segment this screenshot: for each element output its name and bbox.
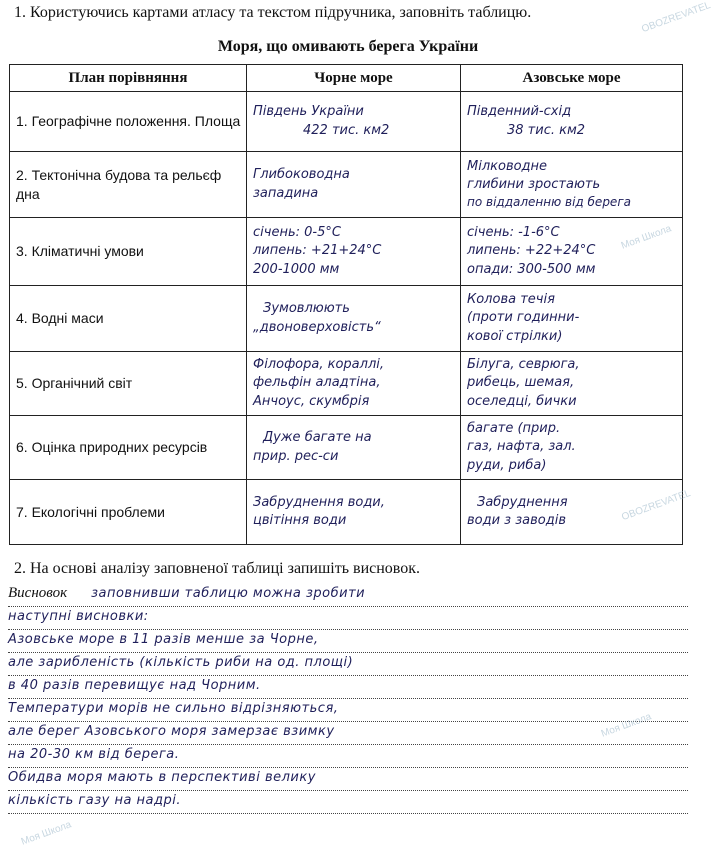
conclusion-line (8, 699, 688, 722)
black-sea-cell (247, 416, 461, 480)
handwritten-line: в 40 разів перевищує над Чорним. (8, 678, 261, 693)
handwritten-line: наступні висновки: (8, 609, 149, 624)
azov-sea-cell (461, 352, 683, 416)
azov-sea-cell (461, 416, 683, 480)
azov-sea-cell (461, 152, 683, 218)
watermark: OBOZREVATEL (640, 0, 712, 36)
handwritten-line: Температури морів не сильно відрізняються, (8, 701, 339, 716)
handwritten-line: 38 тис. км2 (507, 122, 586, 138)
handwritten-line: кількість газу на надрі. (8, 793, 181, 808)
criterion-cell: 6. Оцінка природних ресурсів (10, 416, 247, 480)
criterion-cell: 3. Кліматичні умови (10, 218, 247, 286)
table-row (10, 92, 683, 152)
conclusion-label: Висновок (8, 585, 68, 601)
handwritten-line: Мілководне (467, 158, 548, 174)
conclusion-line (8, 676, 688, 699)
handwritten-line: цвітіння води (253, 513, 347, 528)
handwritten-line: але зарибленість (кількість риби на од. площі) (8, 655, 354, 670)
conclusion-line (8, 745, 688, 768)
conclusion-line (8, 791, 688, 814)
handwritten-line: Філофора, кораллі, (253, 357, 385, 373)
azov-sea-cell (461, 286, 683, 352)
handwritten-line: западина (253, 185, 319, 201)
table-header-row (10, 65, 683, 92)
handwritten-line: Забруднення (477, 494, 568, 510)
handwritten-line: на 20-30 км від берега. (8, 747, 180, 762)
handwritten-line: 200-1000 мм (253, 261, 340, 277)
black-sea-cell (247, 152, 461, 218)
handwritten-line: січень: -1-6°C (467, 225, 560, 241)
handwritten-line: Обидва моря мають в перспективі велику (8, 770, 316, 785)
handwritten-line: Білуга, севрюга, (467, 357, 580, 373)
black-sea-cell (247, 480, 461, 545)
criterion-cell: 4. Водні маси (10, 286, 247, 352)
handwritten-line: Південний-схід (467, 104, 572, 120)
handwritten-line: 422 тис. км2 (303, 122, 390, 138)
handwritten-line: руди, риба) (467, 457, 547, 473)
black-sea-cell (247, 218, 461, 286)
header-black-sea: Чорне море (247, 65, 461, 92)
azov-sea-cell (461, 92, 683, 152)
handwritten-line: Колова течія (467, 292, 555, 308)
table-caption: Моря, що омивають берега України (217, 38, 479, 55)
handwritten-line: по віддаленню від берега (467, 195, 631, 210)
comparison-table (9, 64, 683, 545)
azov-sea-cell (461, 218, 683, 286)
criterion-cell: 2. Тектонічна будова та рельєф дна (10, 152, 247, 218)
handwritten-line: глибини зростають (467, 177, 601, 193)
handwritten-line: „двоноверховість“ (253, 319, 381, 335)
conclusion-line (8, 584, 688, 607)
black-sea-cell (247, 92, 461, 152)
handwritten-line: опади: 300-500 мм (467, 261, 596, 277)
conclusion-line (8, 653, 688, 676)
handwritten-line: води з заводів (467, 513, 566, 528)
watermark: Моя Школа (19, 819, 73, 848)
table-row (10, 352, 683, 416)
handwritten-line: прир. рес-си (253, 448, 339, 464)
table-row (10, 152, 683, 218)
black-sea-cell (247, 286, 461, 352)
criterion-cell: 7. Екологічні проблеми (10, 480, 247, 545)
handwritten-line: Глибоководна (253, 167, 350, 183)
header-azov-sea: Азовське море (461, 65, 683, 92)
handwritten-line: липень: +21+24°C (253, 243, 382, 259)
task-2-instruction: 2. На основі аналізу заповненої таблиці запишіть висновок. (14, 560, 421, 577)
handwritten-line: заповнивши таблицю можна зробити (91, 586, 366, 601)
handwritten-line: Зумовлюють (263, 301, 350, 317)
conclusion-line (8, 768, 688, 791)
watermark: Моя Школа (619, 223, 673, 252)
handwritten-line: оселедці, бички (467, 393, 577, 409)
table-row (10, 286, 683, 352)
watermark: OBOZREVATEL (620, 487, 693, 524)
handwritten-line: (проти годинни- (467, 310, 580, 326)
criterion-cell: 5. Органічний світ (10, 352, 247, 416)
conclusion-block (8, 584, 688, 814)
black-sea-cell (247, 352, 461, 416)
criterion-cell: 1. Географічне положення. Площа (10, 92, 247, 152)
conclusion-line (8, 722, 688, 745)
table-row (10, 416, 683, 480)
handwritten-line: липень: +22+24°C (467, 243, 596, 259)
handwritten-line: рибець, шемая, (467, 375, 575, 391)
handwritten-line: січень: 0-5°C (253, 225, 341, 241)
handwritten-line: газ, нафта, зал. (467, 439, 576, 455)
handwritten-line: багате (прир. (467, 421, 561, 437)
handwritten-line: Анчоус, скумбрія (253, 393, 370, 409)
watermark: Моя Школа (599, 711, 653, 740)
handwritten-line: Південь України (253, 104, 364, 120)
handwritten-line: фельфін аладтіна, (253, 375, 381, 391)
handwritten-line: Дуже багате на (263, 430, 372, 446)
handwritten-line: але берег Азовського моря замерзає взимку (8, 724, 335, 739)
table-row (10, 218, 683, 286)
conclusion-line (8, 630, 688, 653)
task-1-instruction: 1. Користуючись картами атласу та текстом підручника, заповніть таблицю. (14, 4, 532, 21)
handwritten-line: кової стрілки) (467, 328, 563, 344)
handwritten-line: Забруднення води, (253, 494, 385, 510)
handwritten-line: Азовське море в 11 разів менше за Чорне, (8, 632, 319, 647)
conclusion-line (8, 607, 688, 630)
table-row (10, 480, 683, 545)
header-plan: План порівняння (10, 65, 247, 92)
